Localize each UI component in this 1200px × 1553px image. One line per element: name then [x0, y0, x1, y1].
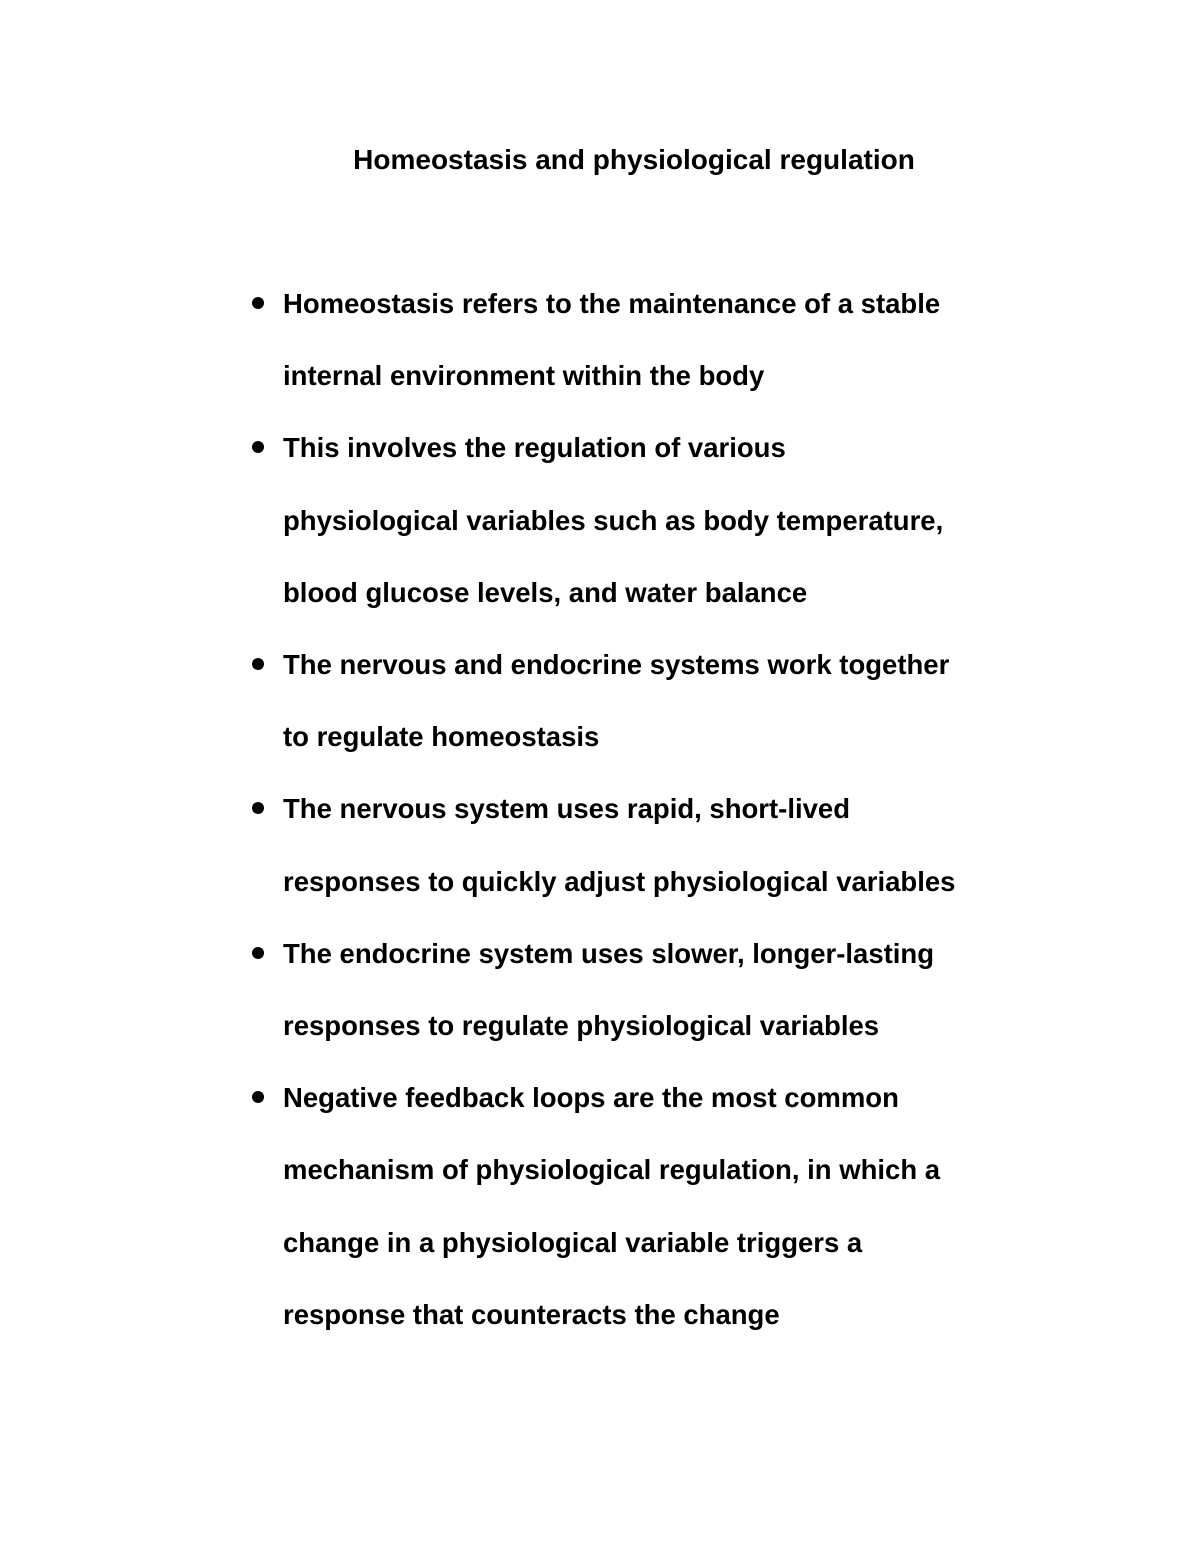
list-item-text: responses to regulate physiological variables	[283, 1010, 880, 1042]
list-item-text: mechanism of physiological regulation, in which a	[283, 1154, 941, 1186]
list-item-text: responses to quickly adjust physiological variables	[283, 865, 956, 897]
list-item-text: This involves the regulation of various	[283, 432, 786, 464]
list-item-text: Negative feedback loops are the most common	[283, 1082, 899, 1114]
list-item-text: Homeostasis refers to the maintenance of a stable	[283, 288, 941, 319]
bullet-icon	[252, 297, 264, 309]
bullet-icon	[252, 1091, 264, 1103]
list-item-text: The endocrine system uses slower, longer-lasting	[283, 937, 935, 969]
list-item	[0, 412, 955, 629]
list-item	[0, 1062, 955, 1351]
list-item	[0, 629, 955, 773]
list-item	[0, 773, 955, 917]
bullet-list	[0, 268, 955, 1351]
bullet-icon	[252, 947, 264, 959]
bullet-icon	[252, 802, 264, 814]
list-item-text: blood glucose levels, and water balance	[283, 576, 808, 608]
list-item-text: internal environment within the body	[283, 360, 765, 392]
list-item-text: The nervous and endocrine systems work together	[283, 649, 950, 681]
list-item-text: physiological variables such as body temperature,	[283, 504, 944, 536]
list-item	[0, 918, 955, 1062]
bullet-icon	[252, 441, 264, 453]
list-item-text: change in a physiological variable triggers a	[283, 1226, 863, 1258]
list-item-text: The nervous system uses rapid, short-lived	[283, 793, 850, 825]
document-title: Homeostasis and physiological regulation	[353, 144, 915, 175]
list-item	[0, 268, 955, 412]
list-item-text: response that counteracts the change	[283, 1298, 780, 1330]
bullet-icon	[252, 658, 264, 670]
list-item-text: to regulate homeostasis	[283, 721, 600, 753]
